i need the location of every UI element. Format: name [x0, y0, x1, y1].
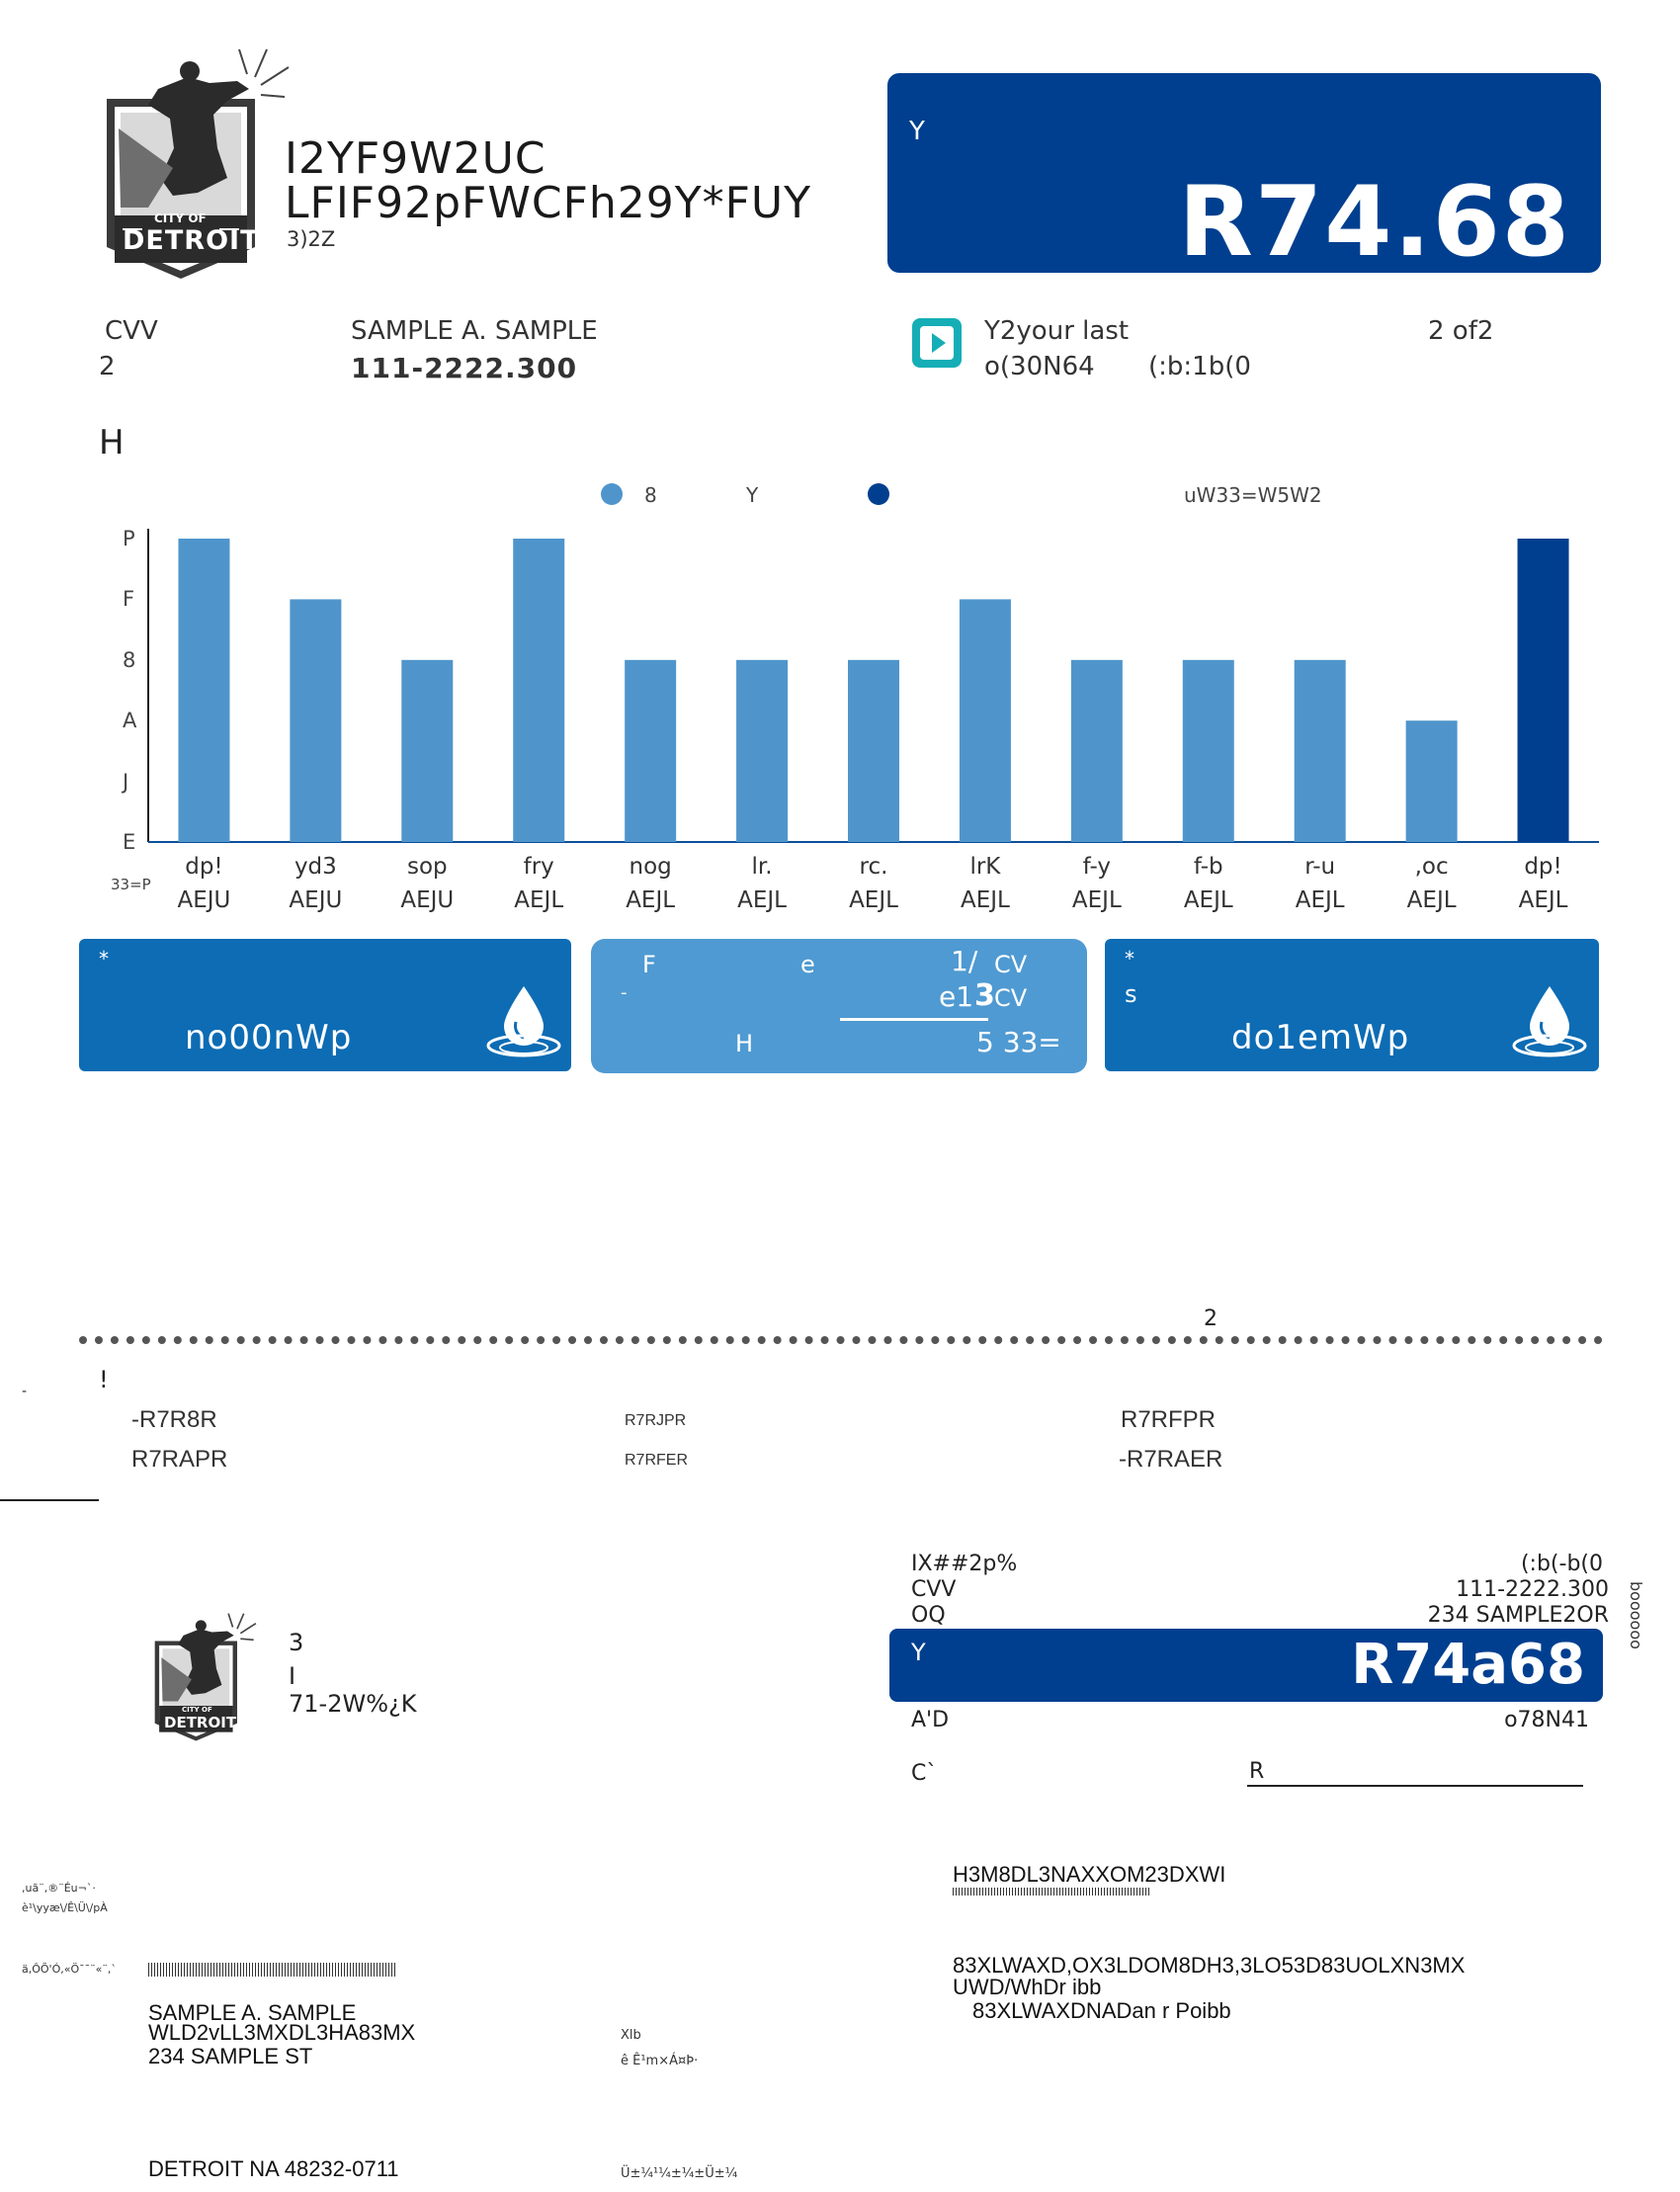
remit-amount-box: [889, 1629, 1603, 1702]
mailing-line2: WLD2vLL3MXDL3HA83MX: [148, 2020, 416, 2045]
chart-bar: [736, 660, 788, 842]
x-tick-sublabel: AEJL: [1183, 887, 1233, 913]
video-line2b: (:b:1b(0: [1148, 352, 1251, 381]
chart-bar: [960, 599, 1011, 842]
misc-left2: è¹\yyæ\/Ê\Ü\/pÀ: [22, 1901, 108, 1914]
tile-right-star: *: [1125, 947, 1134, 970]
tile-left-star: *: [99, 947, 109, 970]
x-tick-sublabel: AEJL: [514, 887, 564, 913]
return-barcode: [953, 1888, 1150, 1896]
water-drop-icon: [1510, 980, 1589, 1059]
mailing-line3: 234 SAMPLE ST: [148, 2044, 313, 2068]
y-tick-label: P: [123, 527, 135, 550]
tile-right-sub: s: [1125, 980, 1137, 1008]
x-tick-label: lr.: [751, 854, 773, 880]
logo2-line2: I: [289, 1662, 296, 1690]
remit-l1r: (:b(-b(0: [1520, 1552, 1603, 1576]
return-line2: UWD/WhDr ibb: [953, 1975, 1102, 1999]
y-tick-label: E: [123, 830, 136, 854]
x-tick-sublabel: AEJU: [177, 887, 231, 913]
account-number: 111-2222.300: [351, 352, 578, 384]
tile-mid-r1d: CV: [994, 951, 1028, 978]
x-tick-sublabel: AEJU: [289, 887, 343, 913]
amount-due-label: Y: [909, 117, 925, 146]
video-line2: o(30N64: [984, 352, 1095, 381]
logo2-city-of: CITY OF: [182, 1706, 212, 1714]
misc-left1: ,uã¨,®¨Éu¬`·: [22, 1882, 96, 1895]
vertical-code: boooooo: [1627, 1581, 1645, 1649]
return-code: H3M8DL3NAXXOM23DXWI: [953, 1862, 1226, 1887]
remit-l3: OQ: [911, 1603, 946, 1628]
y-tick-label: J: [123, 769, 129, 794]
tile-mid-r2a: -: [621, 982, 628, 1003]
stub-c2r1: R7RJPR: [625, 1412, 687, 1429]
x-tick-sublabel: AEJL: [960, 887, 1010, 913]
chart-bar: [401, 660, 453, 842]
x-tick-label: fry: [523, 854, 554, 880]
x-tick-label: dp!: [1524, 854, 1562, 880]
x-tick-sublabel: AEJL: [1071, 887, 1122, 913]
stub-c1r2: R7RAPR: [131, 1446, 228, 1473]
stub-c1r1: -R7R8R: [131, 1406, 217, 1433]
x-tick-label: r-u: [1304, 854, 1336, 880]
x-tick-label: f-b: [1193, 854, 1223, 880]
tile-left-value: no00nWp: [185, 1018, 353, 1057]
chart-bar: [625, 660, 676, 842]
logo2-detroit: DETROIT: [164, 1714, 237, 1731]
chart-bar: [290, 599, 341, 842]
water-drop-icon: [484, 980, 563, 1059]
chart-bar: [513, 539, 564, 842]
y-tick-label: 8: [123, 647, 136, 672]
logo2-line3: 71-2W%¿K: [289, 1690, 417, 1718]
stub-c3r2: -R7RAER: [1119, 1446, 1223, 1473]
x-tick-sublabel: AEJL: [1406, 887, 1457, 913]
remit-ad-value: o78N41: [1504, 1708, 1589, 1732]
stub-c3r1: R7RFPR: [1121, 1406, 1217, 1433]
tile-mid-r1b: e: [800, 951, 815, 978]
logo2-line1: 3: [289, 1629, 304, 1656]
tile-mid-r2c: 3: [974, 978, 995, 1013]
account-name: SAMPLE A. SAMPLE: [351, 316, 598, 346]
chart-bar: [178, 539, 229, 842]
x-tick-label: yd3: [294, 854, 337, 880]
y-tick-label: F: [123, 587, 135, 612]
tile-right-value: do1emWp: [1231, 1018, 1410, 1057]
video-line1: Y2your last: [984, 316, 1130, 346]
logo-detroit: DETROIT: [123, 225, 260, 256]
tile-projected-usage: [1105, 939, 1599, 1071]
city-logo-small: [138, 1597, 267, 1745]
remit-amount-value: R74a68: [1351, 1633, 1585, 1697]
misc-mid2: ê Ê¹m×Á¤Þ·: [621, 2054, 699, 2068]
x-tick-label: nog: [629, 854, 672, 880]
chart-title: H: [99, 423, 125, 463]
tile-mid-r1a: F: [642, 951, 656, 978]
chart-bar: [1295, 660, 1346, 842]
separator-number: 2: [1204, 1307, 1218, 1331]
tile-mid-r3b: 5 33=: [976, 1026, 1061, 1058]
x-tick-sublabel: AEJU: [400, 887, 455, 913]
remit-l1: IX##2p%: [911, 1552, 1018, 1576]
chart-bar: [1183, 660, 1234, 842]
misc-mid1: Xlb: [621, 2028, 641, 2043]
misc-left3: ä,ÔÕ'Ó,«Ö¯¯¨«¨,`: [22, 1963, 117, 1976]
tear-line: [79, 1336, 1603, 1344]
y-axis-unit: 33=P: [111, 876, 151, 893]
account-col1-label: CVV: [105, 316, 158, 346]
return-line1: 83XLWAXD,OX3LDOM8DH3,3LO53D83UOLXN3MX: [953, 1953, 1466, 1978]
remit-l3r: 234 SAMPLE2OR: [1427, 1603, 1609, 1628]
x-tick-sublabel: AEJL: [849, 887, 898, 913]
remit-amount-label: Y: [911, 1639, 926, 1666]
amount-enclosed-field[interactable]: [1247, 1785, 1583, 1787]
chart-bar: [1518, 539, 1569, 842]
tile-mid-r2b: e1: [939, 980, 974, 1013]
usage-bar-chart: [0, 0, 1680, 949]
x-tick-label: f-y: [1082, 854, 1112, 880]
chart-bar: [1071, 660, 1123, 842]
doc-title-line1: I2YF9W2UC: [285, 133, 546, 184]
chart-bar: [1406, 720, 1458, 842]
mailing-name: SAMPLE A. SAMPLE: [148, 2000, 357, 2025]
x-tick-label: lrK: [969, 854, 1001, 880]
amount-due-value: R74.68: [1178, 166, 1571, 279]
remit-ad-label: A'D: [911, 1708, 950, 1732]
page-indicator: 2 of2: [1428, 316, 1494, 346]
stub-left-rule: [0, 1499, 99, 1501]
misc-mid3: Ü±¼¹¼±¼±Ü±¼: [621, 2166, 738, 2181]
remit-r-label: R: [1249, 1759, 1265, 1784]
legend-label-1: 8: [644, 483, 657, 507]
legend-label-4: uW33=W5W2: [1184, 483, 1322, 507]
tile-mid-r3a: H: [735, 1030, 754, 1057]
remit-l2r: 111-2222.300: [1456, 1577, 1609, 1602]
x-tick-sublabel: AEJL: [626, 887, 676, 913]
doc-title-sub: 3)2Z: [287, 227, 336, 251]
mailing-city: DETROIT NA 48232-0711: [148, 2156, 399, 2181]
tile-mid-divider: [840, 1018, 988, 1021]
chart-bar: [848, 660, 899, 842]
return-line3: 83XLWAXDNADan r Poibb: [972, 1998, 1231, 2023]
legend-label-2: Y: [746, 483, 759, 507]
logo-city-of: CITY OF: [154, 211, 207, 225]
tile-usage-comparison: [591, 939, 1087, 1073]
x-tick-sublabel: AEJL: [1518, 887, 1568, 913]
account-col1-value: 2: [99, 352, 116, 381]
remit-c-label: C`: [911, 1761, 938, 1786]
stub-c2r2: R7RFER: [625, 1452, 689, 1469]
x-tick-label: ,oc: [1414, 854, 1449, 880]
y-tick-label: A: [123, 709, 137, 733]
stub-excl: !: [99, 1366, 109, 1393]
x-tick-label: sop: [406, 854, 448, 880]
x-tick-sublabel: AEJL: [1295, 887, 1345, 913]
tile-mid-r2d: CV: [994, 984, 1028, 1012]
x-tick-sublabel: AEJL: [737, 887, 787, 913]
tile-mid-r1c: 1/: [951, 945, 978, 977]
tile-current-usage: [79, 939, 571, 1071]
stub-mark: -: [22, 1384, 28, 1399]
x-tick-label: rc.: [859, 854, 888, 880]
doc-title-line2: LFIF92pFWCFh29Y*FUY: [285, 178, 812, 228]
mailing-barcode: [148, 1963, 397, 1977]
x-tick-label: dp!: [185, 854, 223, 880]
remit-l2: CVV: [911, 1577, 957, 1602]
